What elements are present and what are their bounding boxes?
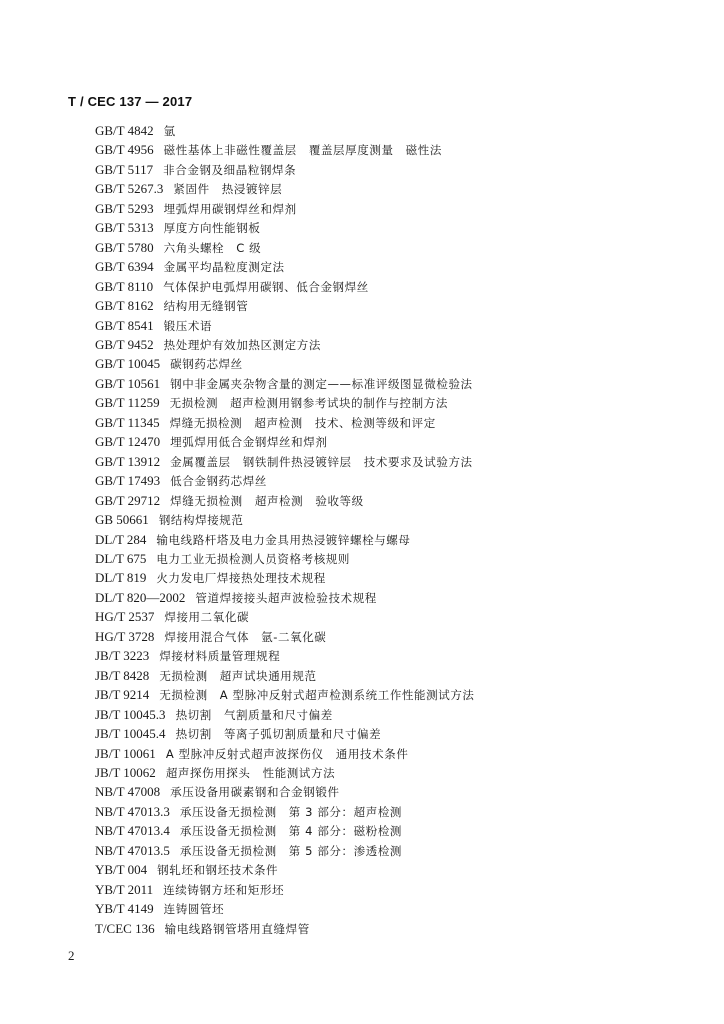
reference-title: 管道焊接接头超声波检验技术规程 (195, 590, 377, 605)
reference-code: HG/T 2537 (95, 609, 155, 625)
reference-item (95, 607, 695, 626)
reference-item (95, 296, 695, 315)
reference-code: GB/T 4842 (95, 123, 154, 138)
reference-code: DL/T 819 (95, 570, 147, 586)
reference-title: 承压设备无损检测 第 3 部分：超声检测 (179, 804, 403, 819)
reference-item (95, 568, 695, 587)
reference-item (95, 393, 695, 412)
reference-item (95, 257, 695, 276)
reference-code: YB/T 004 (95, 862, 148, 878)
reference-title: 钢中非金属夹杂物含量的测定——标准评级图显微检验法 (170, 376, 473, 391)
reference-code: GB/T 8162 (95, 298, 154, 314)
reference-code: GB/T 4956 (95, 142, 154, 158)
reference-item (95, 140, 695, 159)
reference-item (95, 821, 695, 840)
reference-code: GB/T 5780 (95, 239, 154, 255)
reference-title: 无损检测 A 型脉冲反射式超声检测系统工作性能测试方法 (159, 688, 475, 703)
reference-item (95, 802, 695, 821)
reference-title: 金属覆盖层 钢铁制件热浸镀锌层 技术要求及试验方法 (170, 454, 473, 469)
reference-item (95, 899, 695, 918)
reference-title: 非合金钢及细晶粒钢焊条 (163, 162, 297, 177)
reference-item (95, 354, 695, 373)
reference-title: 埋弧焊用低合金钢焊丝和焊剂 (170, 435, 328, 450)
reference-code: GB/T 5313 (95, 220, 154, 236)
reference-item (95, 782, 695, 801)
reference-code: GB/T 29712 (95, 492, 161, 508)
reference-title: 连续铸钢方坯和矩形坯 (163, 882, 285, 897)
reference-item (95, 160, 695, 179)
document-header: T / CEC 137 — 2017 (68, 94, 193, 109)
reference-item (95, 277, 695, 296)
reference-code: NB/T 47013.4 (95, 823, 170, 839)
reference-code: GB/T 10561 (95, 375, 161, 391)
reference-title: 结构用无缝钢管 (163, 299, 249, 314)
reference-title: 焊缝无损检测 超声检测 验收等级 (170, 493, 364, 508)
reference-code: NB/T 47013.3 (95, 803, 170, 819)
reference-code: GB/T 10045 (95, 356, 161, 372)
reference-code: JB/T 10061 (95, 745, 156, 761)
reference-title: 厚度方向性能钢板 (163, 221, 261, 236)
reference-item (95, 510, 695, 529)
reference-item (95, 199, 695, 218)
reference-item (95, 627, 695, 646)
reference-title: 焊接用二氧化碳 (164, 610, 250, 625)
reference-item (95, 588, 695, 607)
reference-item (95, 452, 695, 471)
reference-code: T/CEC 136 (95, 920, 155, 936)
reference-item (95, 471, 695, 490)
reference-code: JB/T 3223 (95, 648, 150, 664)
reference-item (95, 919, 695, 938)
reference-code: GB 50661 (95, 512, 149, 528)
reference-item (95, 860, 695, 879)
reference-item (95, 549, 695, 568)
reference-title: 电力工业无损检测人员资格考核规则 (156, 551, 351, 566)
reference-title: 钢轧坯和钢坯技术条件 (157, 863, 279, 878)
reference-title: 热切割 等离子弧切割质量和尺寸偏差 (175, 727, 382, 742)
reference-code: NB/T 47013.5 (95, 842, 170, 858)
reference-code: DL/T 820—2002 (95, 589, 186, 605)
reference-item (95, 880, 695, 899)
reference-title: 氩 (163, 124, 176, 138)
reference-code: JB/T 9214 (95, 687, 150, 703)
reference-title: 连铸圆管坯 (163, 902, 225, 917)
reference-title: 气体保护电弧焊用碳钢、低合金钢焊丝 (163, 279, 369, 294)
reference-code: YB/T 4149 (95, 901, 154, 917)
reference-code: DL/T 284 (95, 531, 147, 547)
reference-item (95, 432, 695, 451)
reference-item (95, 374, 695, 393)
reference-code: YB/T 2011 (95, 881, 154, 897)
reference-title: 火力发电厂焊接热处理技术规程 (156, 571, 326, 586)
reference-item (95, 218, 695, 237)
reference-title: 无损检测 超声检测用钢参考试块的制作与控制方法 (169, 396, 448, 411)
reference-title: 焊缝无损检测 超声检测 技术、检测等级和评定 (169, 415, 436, 430)
reference-code: DL/T 675 (95, 550, 147, 566)
reference-code: JB/T 10045.4 (95, 726, 166, 742)
reference-code: JB/T 8428 (95, 667, 150, 683)
reference-item (95, 179, 695, 198)
reference-item (95, 413, 695, 432)
reference-code: GB/T 11345 (95, 414, 160, 430)
reference-code: GB/T 13912 (95, 453, 161, 469)
reference-code: GB/T 11259 (95, 395, 160, 411)
reference-item (95, 841, 695, 860)
normative-references-list (95, 121, 695, 938)
reference-title: 钢结构焊接规范 (158, 513, 244, 528)
reference-title: 低合金钢药芯焊丝 (170, 474, 267, 489)
reference-title: 紧固件 热浸镀锌层 (173, 182, 283, 197)
reference-title: 热处理炉有效加热区测定方法 (163, 337, 321, 352)
reference-title: 磁性基体上非磁性覆盖层 覆盖层厚度测量 磁性法 (163, 143, 442, 158)
reference-title: 金属平均晶粒度测定法 (163, 260, 285, 275)
reference-code: NB/T 47008 (95, 784, 161, 800)
reference-title: 六角头螺栓 C 级 (163, 240, 262, 255)
reference-item (95, 335, 695, 354)
reference-title: 碳钢药芯焊丝 (170, 357, 243, 372)
reference-title: 埋弧焊用碳钢焊丝和焊剂 (163, 201, 297, 216)
reference-item (95, 763, 695, 782)
reference-item (95, 744, 695, 763)
reference-code: GB/T 5293 (95, 200, 154, 216)
reference-title: 热切割 气割质量和尺寸偏差 (175, 707, 333, 722)
reference-title: 输电线路杆塔及电力金具用热浸镀锌螺栓与螺母 (156, 532, 411, 547)
reference-item (95, 666, 695, 685)
reference-code: GB/T 5117 (95, 161, 154, 177)
reference-title: 承压设备无损检测 第 5 部分：渗透检测 (179, 843, 403, 858)
reference-code: GB/T 8541 (95, 317, 154, 333)
reference-title: 超声探伤用探头 性能测试方法 (165, 765, 336, 780)
reference-title: 承压设备用碳素钢和合金钢锻件 (170, 785, 340, 800)
reference-code: GB/T 17493 (95, 473, 161, 489)
reference-code: GB/T 12470 (95, 434, 161, 450)
reference-item (95, 491, 695, 510)
reference-item (95, 685, 695, 704)
reference-code: GB/T 9452 (95, 336, 154, 352)
reference-code: HG/T 3728 (95, 628, 155, 644)
reference-title: 焊接材料质量管理规程 (159, 649, 281, 664)
reference-item (95, 646, 695, 665)
reference-title: 锻压术语 (163, 318, 213, 333)
reference-title: 承压设备无损检测 第 4 部分：磁粉检测 (179, 824, 403, 839)
reference-item (95, 238, 695, 257)
reference-item (95, 316, 695, 335)
reference-title: A 型脉冲反射式超声波探伤仪 通用技术条件 (165, 746, 409, 761)
reference-code: GB/T 8110 (95, 278, 154, 294)
reference-code: JB/T 10045.3 (95, 706, 166, 722)
reference-item (95, 530, 695, 549)
reference-code: JB/T 10062 (95, 764, 156, 780)
reference-item (95, 705, 695, 724)
reference-title: 输电线路钢管塔用直缝焊管 (164, 921, 310, 936)
reference-item (95, 121, 695, 140)
reference-item (95, 724, 695, 743)
reference-code: GB/T 5267.3 (95, 181, 164, 197)
reference-title: 焊接用混合气体 氩-二氧化碳 (164, 629, 327, 644)
reference-title: 无损检测 超声试块通用规范 (159, 668, 317, 683)
reference-code: GB/T 6394 (95, 259, 154, 275)
page-number: 2 (68, 948, 75, 963)
